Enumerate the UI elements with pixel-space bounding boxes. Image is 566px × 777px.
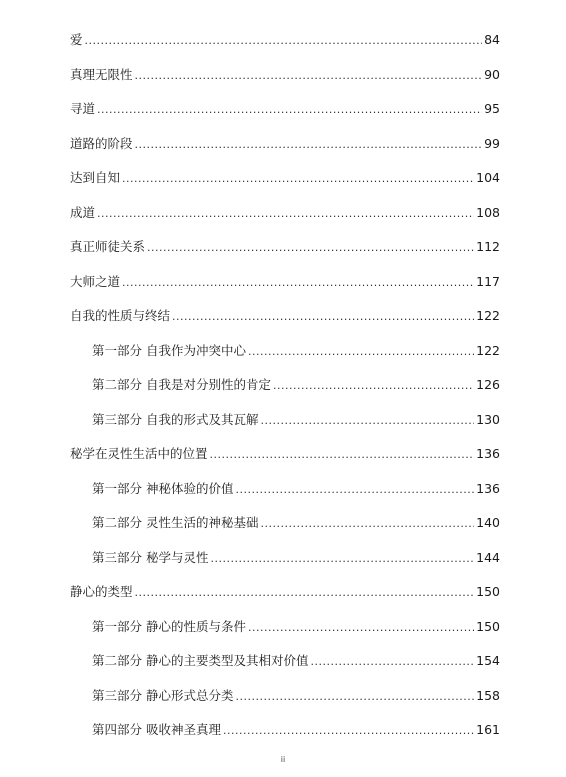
toc-entry-title: 寻道 [70,101,96,116]
toc-dot-leader [97,101,482,119]
toc-subentry[interactable] [92,652,500,670]
toc-entry-title: 第一部分 静心的性质与条件 [92,618,246,634]
toc-page-number: 150 [476,584,500,599]
toc-page-number: 122 [476,342,500,358]
toc-page-number: 161 [476,722,500,737]
toc-dot-leader [210,446,475,464]
toc-subentry[interactable] [92,411,500,429]
toc-dot-leader [210,550,474,568]
toc-page-number: 112 [476,239,500,254]
toc-page-number: 140 [476,515,500,530]
toc-page-number: 136 [476,480,500,496]
toc-dot-leader [97,205,474,223]
toc-entry-title: 道路的阶段 [70,135,133,151]
toc-page-number: 84 [484,32,500,47]
toc-subentry[interactable] [92,618,500,636]
toc-entry-title: 第一部分 神秘体验的价值 [92,480,234,496]
toc-page-number: 95 [484,101,500,116]
toc-entry-title: 第二部分 自我是对分别性的肯定 [92,377,271,392]
toc-subentry[interactable] [92,376,500,394]
toc-entry-title: 第二部分 静心的主要类型及其相对价值 [92,653,309,668]
toc-entry-title: 自我的性质与终结 [70,308,171,323]
toc-dot-leader [135,67,483,85]
toc-entry-title: 大师之道 [70,273,121,289]
toc-dot-leader [223,722,474,740]
toc-subentry[interactable] [92,721,500,739]
toc-dot-leader [260,412,474,430]
toc-entry[interactable] [70,273,500,291]
toc-subentry[interactable] [92,687,500,705]
toc-entry-title: 静心的类型 [70,584,133,599]
toc-dot-leader [122,274,474,292]
toc-entry-title: 真理无限性 [70,66,133,82]
toc-dot-leader [273,377,474,395]
toc-entry-title: 达到自知 [70,170,121,185]
toc-dot-leader [135,136,483,154]
toc-entry[interactable] [70,583,500,601]
toc-entry[interactable] [70,135,500,153]
toc-dot-leader [260,515,474,533]
toc-entry-title: 第一部分 自我作为冲突中心 [92,342,246,358]
toc-page-number: 99 [484,135,500,151]
toc-page-number: 90 [484,66,500,82]
toc-entry[interactable] [70,169,500,187]
toc-entry-title: 第三部分 静心形式总分类 [92,687,234,703]
toc-entry[interactable] [70,445,500,463]
toc-entry-title: 成道 [70,204,96,220]
toc-entry-title: 第二部分 灵性生活的神秘基础 [92,515,259,530]
toc-dot-leader [147,239,474,257]
toc-dot-leader [248,619,474,637]
toc-entry[interactable] [70,31,500,49]
toc-page-number: 104 [476,170,500,185]
toc-dot-leader [135,584,475,602]
toc-page-number: 108 [476,204,500,220]
toc-entry[interactable] [70,204,500,222]
page-footer-number: ii [280,755,286,764]
toc-page-number: 154 [476,653,500,668]
toc-dot-leader [235,688,474,706]
toc-page-number: 158 [476,687,500,703]
toc-page-number: 144 [476,549,500,565]
toc-dot-leader [235,481,474,499]
toc-subentry[interactable] [92,514,500,532]
toc-entry[interactable] [70,66,500,84]
toc-dot-leader [310,653,474,671]
toc-subentry[interactable] [92,342,500,360]
toc-page-number: 117 [476,273,500,289]
toc-entry-title: 第三部分 自我的形式及其瓦解 [92,411,259,427]
toc-page-number: 150 [476,618,500,634]
toc-dot-leader [172,308,474,326]
toc-page-number: 130 [476,411,500,427]
toc-page-number: 136 [476,446,500,461]
toc-entry-title: 爱 [70,32,83,47]
toc-entry-title: 第三部分 秘学与灵性 [92,549,209,565]
toc-dot-leader [122,170,474,188]
toc-page-number: 126 [476,377,500,392]
toc-entry-title: 真正师徒关系 [70,239,146,254]
toc-entry[interactable] [70,307,500,325]
toc-subentry[interactable] [92,480,500,498]
toc-entry-title: 秘学在灵性生活中的位置 [70,446,208,461]
toc-entry-title: 第四部分 吸收神圣真理 [92,722,221,737]
toc-entry[interactable] [70,100,500,118]
toc-entry[interactable] [70,238,500,256]
toc-dot-leader [248,343,474,361]
toc-dot-leader [85,32,483,50]
toc-subentry[interactable] [92,549,500,567]
toc-page-number: 122 [476,308,500,323]
